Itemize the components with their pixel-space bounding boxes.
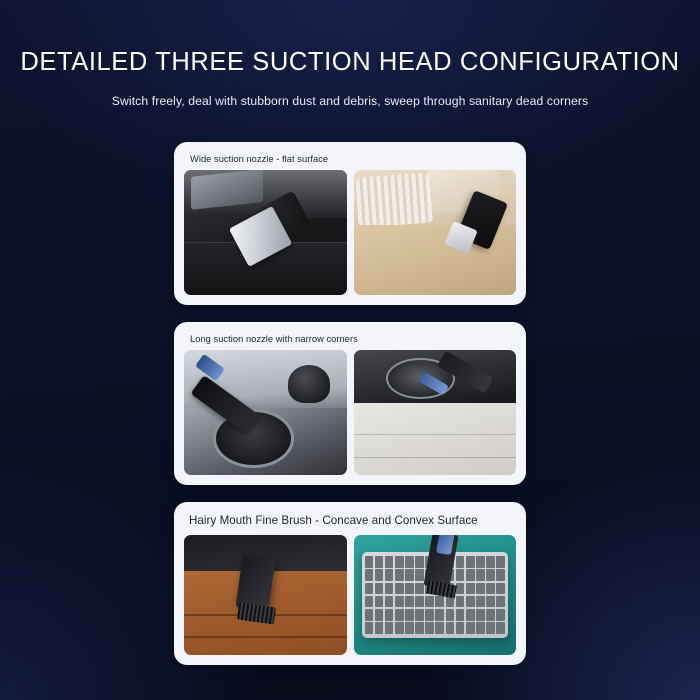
feature-card-wide-nozzle	[174, 142, 526, 305]
card-photo-row	[184, 350, 516, 475]
page-title: DETAILED THREE SUCTION HEAD CONFIGURATION	[20, 48, 680, 76]
photo-brown-leather-seat	[184, 535, 347, 655]
photo-keyboard	[354, 535, 517, 655]
photo-decor	[354, 434, 517, 435]
photo-car-seat-gap	[184, 170, 347, 295]
photo-bed-sheets	[354, 170, 517, 295]
photo-decor	[237, 602, 276, 624]
card-photo-row	[184, 170, 516, 295]
photo-decor	[288, 365, 330, 403]
page-subtitle: Switch freely, deal with stubborn dust and debris, sweep through sanitary dead corners	[111, 94, 589, 109]
feature-card-list	[0, 142, 700, 665]
photo-cup-holder	[184, 350, 347, 475]
feature-card-long-nozzle	[174, 322, 526, 485]
photo-decor	[184, 636, 347, 638]
card-label: Hairy Mouth Fine Brush - Concave and Convex Surface	[189, 514, 478, 528]
feature-card-fine-brush	[174, 502, 526, 665]
photo-decor	[191, 170, 263, 209]
photo-decor	[354, 457, 517, 458]
card-label: Wide suction nozzle - flat surface	[190, 154, 329, 165]
card-photo-row	[184, 535, 516, 655]
card-label: Long suction nozzle with narrow corners	[190, 334, 358, 345]
photo-decor	[355, 173, 433, 228]
photo-white-seat	[354, 350, 517, 475]
header	[0, 0, 700, 108]
